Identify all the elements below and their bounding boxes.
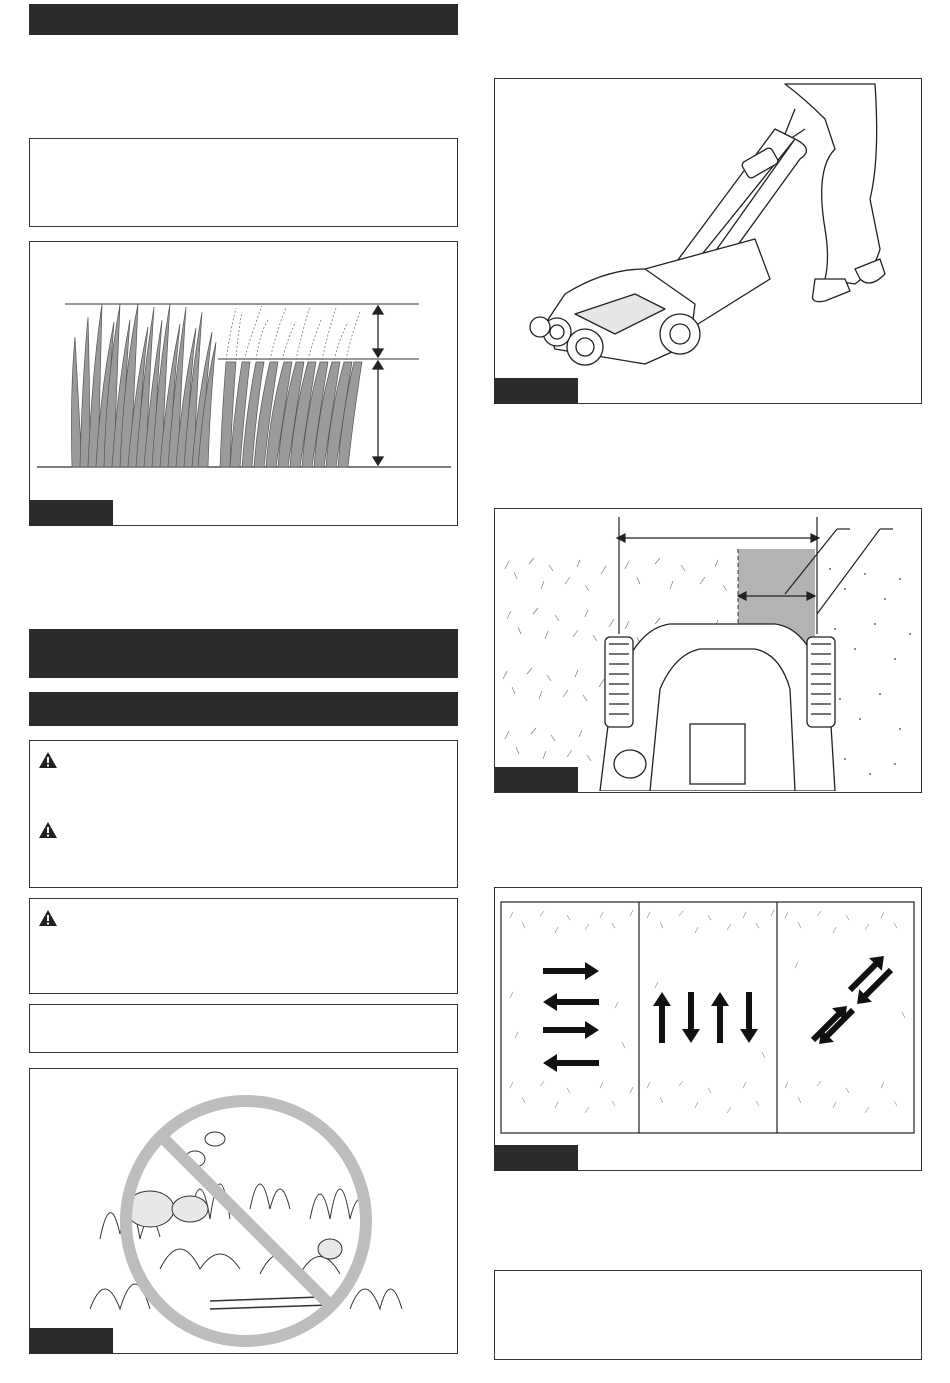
note-box <box>494 1270 922 1360</box>
warning-box <box>29 740 458 888</box>
warning-triangle-icon <box>38 751 58 769</box>
overlap-width-illustration <box>495 509 920 791</box>
subsection-header-bar <box>29 692 458 726</box>
cut-grass-tips <box>226 306 360 360</box>
mowing-patterns-illustration <box>495 888 920 1169</box>
lawn-mower <box>530 129 806 365</box>
height-dimension-arrows <box>373 306 383 465</box>
mower-top-view <box>600 624 835 791</box>
grass-height-illustration <box>30 242 456 524</box>
figure-grass-height <box>29 241 458 526</box>
cut-grass <box>220 362 362 467</box>
note-box <box>29 1004 458 1053</box>
warning-triangle-icon <box>38 821 58 839</box>
note-box <box>29 138 458 227</box>
operator-figure <box>783 84 885 302</box>
figure-obstacles-prohibited <box>29 1068 458 1354</box>
section-header-bar <box>29 4 458 35</box>
figure-number-tag <box>29 500 113 526</box>
warning-triangle-icon <box>38 909 58 927</box>
figure-overlap-width <box>494 508 922 793</box>
tall-grass <box>71 304 216 467</box>
figure-number-tag <box>494 767 578 793</box>
warning-box <box>29 898 458 994</box>
mowing-operator-illustration <box>495 79 920 402</box>
obstacles-illustration <box>30 1069 456 1352</box>
figure-number-tag <box>494 1145 578 1171</box>
section-header-bar <box>29 629 458 678</box>
figure-number-tag <box>494 378 578 404</box>
cut-grass-area <box>829 568 911 775</box>
figure-mowing-operator <box>494 78 922 404</box>
figure-number-tag <box>29 1328 113 1354</box>
figure-mowing-patterns <box>494 887 922 1171</box>
